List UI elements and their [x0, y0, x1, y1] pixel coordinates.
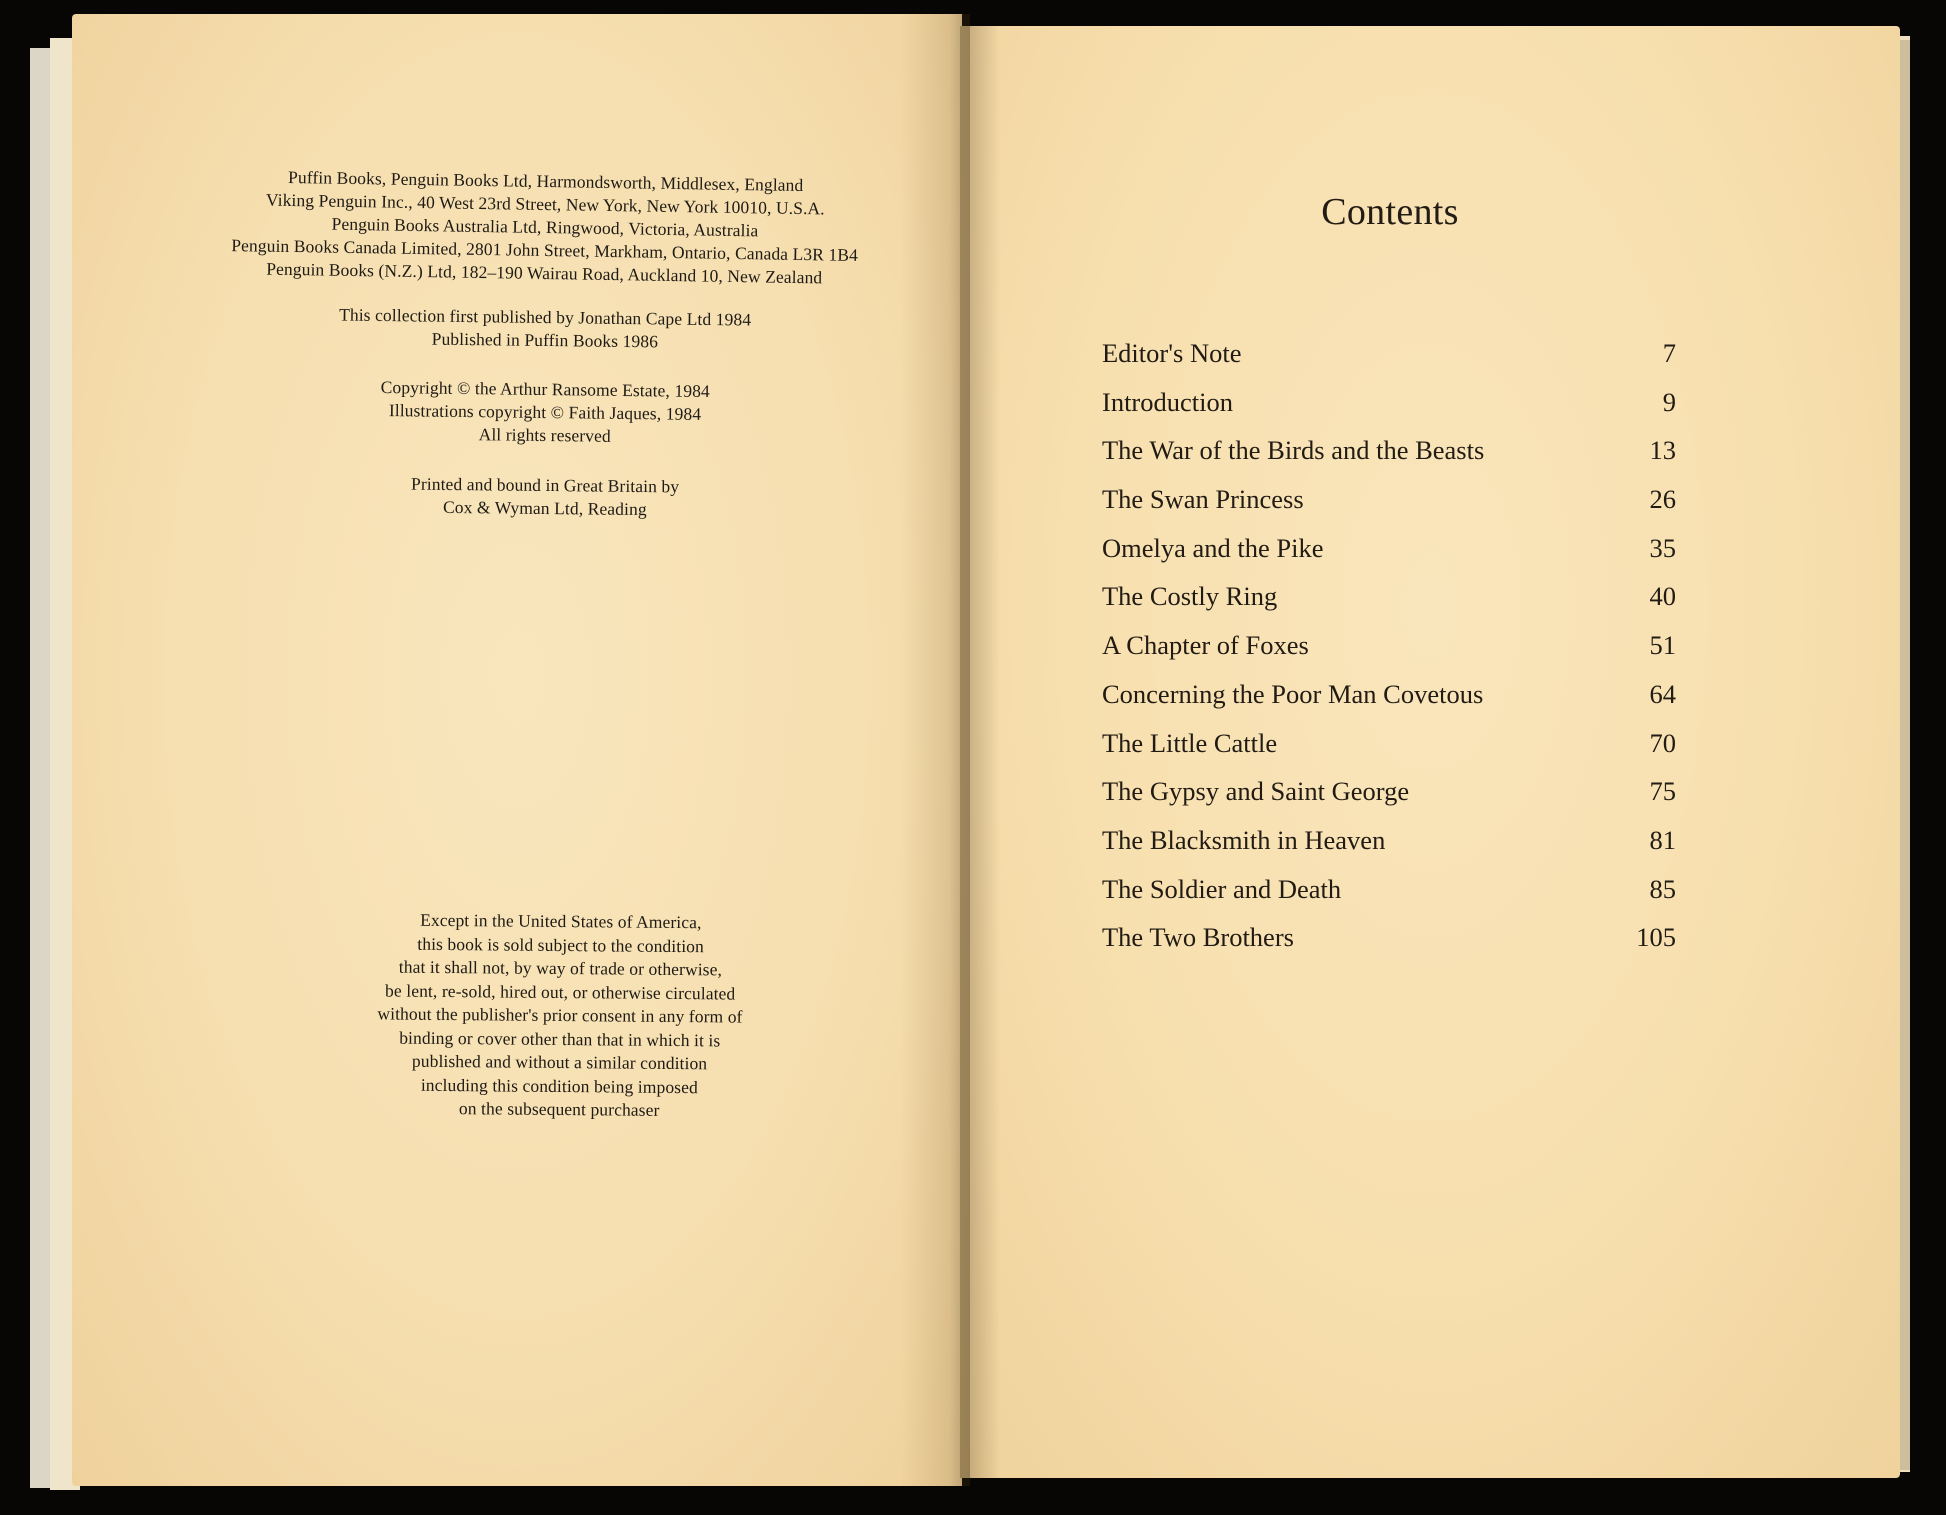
toc-entry-title: The Swan Princess [1102, 484, 1304, 515]
toc-entry [1102, 728, 1676, 777]
toc-entry-title: The Gypsy and Saint George [1102, 776, 1410, 807]
printer-line: Printed and bound in Great Britain by [410, 473, 680, 497]
toc-entry-title: The Soldier and Death [1102, 873, 1342, 904]
condition-line: this book is sold subject to the condition [417, 933, 705, 956]
condition-line: that it shall not, by way of trade or otherwise, [398, 956, 723, 980]
toc-entry [1102, 776, 1676, 825]
toc-entry-title: The Costly Ring [1102, 581, 1278, 612]
toc-entry [1102, 679, 1676, 728]
printer-notice [200, 470, 890, 523]
toc-entry [1102, 484, 1676, 533]
copyright-notice [200, 374, 891, 451]
toc-entry-page: 40 [1649, 581, 1676, 612]
book-gutter-right [960, 26, 1000, 1478]
toc-entry-page: 35 [1649, 532, 1676, 563]
address-line: Penguin Books Canada Limited, 2801 John Street, Markham, Ontario, Canada L3R 1B4 [231, 235, 859, 265]
publishing-history [200, 302, 891, 356]
condition-line: binding or cover other than that in which it is [399, 1027, 721, 1050]
printer-line: Cox & Wyman Ltd, Reading [442, 496, 647, 520]
toc-entry [1102, 387, 1676, 436]
address-line: Viking Penguin Inc., 40 West 23rd Street, New York, New York 10010, U.S.A. [265, 189, 825, 219]
sale-condition-notice [214, 907, 906, 1125]
toc-entry-page: 26 [1649, 484, 1676, 515]
address-line: Penguin Books Australia Ltd, Ringwood, Victoria, Australia [331, 213, 759, 241]
copyright-line: All rights reserved [478, 424, 611, 446]
toc-entry-page: 51 [1649, 630, 1676, 661]
toc-entry-title: Introduction [1102, 386, 1233, 417]
toc-entry-title: Omelya and the Pike [1102, 532, 1324, 563]
contents-heading: Contents [1321, 191, 1459, 233]
toc-entry-title: The Little Cattle [1102, 727, 1278, 758]
toc-entry-page: 64 [1649, 678, 1676, 709]
toc-entry [1102, 338, 1676, 387]
toc-entry-title: The Two Brothers [1102, 922, 1294, 953]
toc-entry-page: 75 [1649, 776, 1676, 807]
toc-entry-page: 70 [1649, 727, 1676, 758]
toc-entry [1102, 533, 1676, 582]
toc-entry-title: Concerning the Poor Man Covetous [1102, 678, 1484, 709]
toc-entry [1102, 825, 1676, 874]
toc-entry [1102, 630, 1676, 679]
toc-entry-page: 105 [1636, 922, 1676, 953]
condition-line: published and without a similar condition [411, 1050, 708, 1074]
condition-line: be lent, re-sold, hired out, or otherwise circulated [385, 979, 736, 1004]
publisher-addresses [199, 165, 891, 291]
condition-line: Except in the United States of America, [420, 909, 702, 933]
toc-entry-page: 9 [1662, 386, 1676, 417]
toc-entry-page: 81 [1649, 824, 1676, 855]
toc-entry-title: The War of the Birds and the Beasts [1102, 435, 1485, 466]
toc-entry [1102, 922, 1676, 971]
condition-line: on the subsequent purchaser [458, 1098, 660, 1120]
publishing-line: This collection first published by Jonathan Cape Ltd 1984 [339, 304, 752, 330]
address-line: Penguin Books (N.Z.) Ltd, 182–190 Wairau Road, Auckland 10, New Zealand [266, 258, 823, 288]
toc-entry [1102, 435, 1676, 484]
toc-entry-title: A Chapter of Foxes [1102, 630, 1309, 661]
toc-entry [1102, 874, 1676, 923]
toc-entry-title: The Blacksmith in Heaven [1102, 824, 1386, 855]
address-line: Puffin Books, Penguin Books Ltd, Harmondsworth, Middlesex, England [287, 166, 804, 196]
toc-entry-title: Editor's Note [1102, 338, 1242, 368]
toc-entry [1102, 581, 1676, 630]
condition-line: without the publisher's prior consent in any form of [377, 1003, 743, 1027]
copyright-line: Copyright © the Arthur Ransome Estate, 1984 [380, 376, 710, 402]
toc-entry-page: 7 [1662, 338, 1676, 368]
toc-entry-page: 13 [1649, 435, 1676, 466]
copyright-line: Illustrations copyright © Faith Jaques, 1984 [388, 400, 702, 424]
toc-entry-page: 85 [1649, 873, 1676, 904]
condition-line: including this condition being imposed [420, 1074, 698, 1097]
publishing-line: Published in Puffin Books 1986 [431, 328, 659, 352]
table-of-contents [1102, 338, 1676, 971]
